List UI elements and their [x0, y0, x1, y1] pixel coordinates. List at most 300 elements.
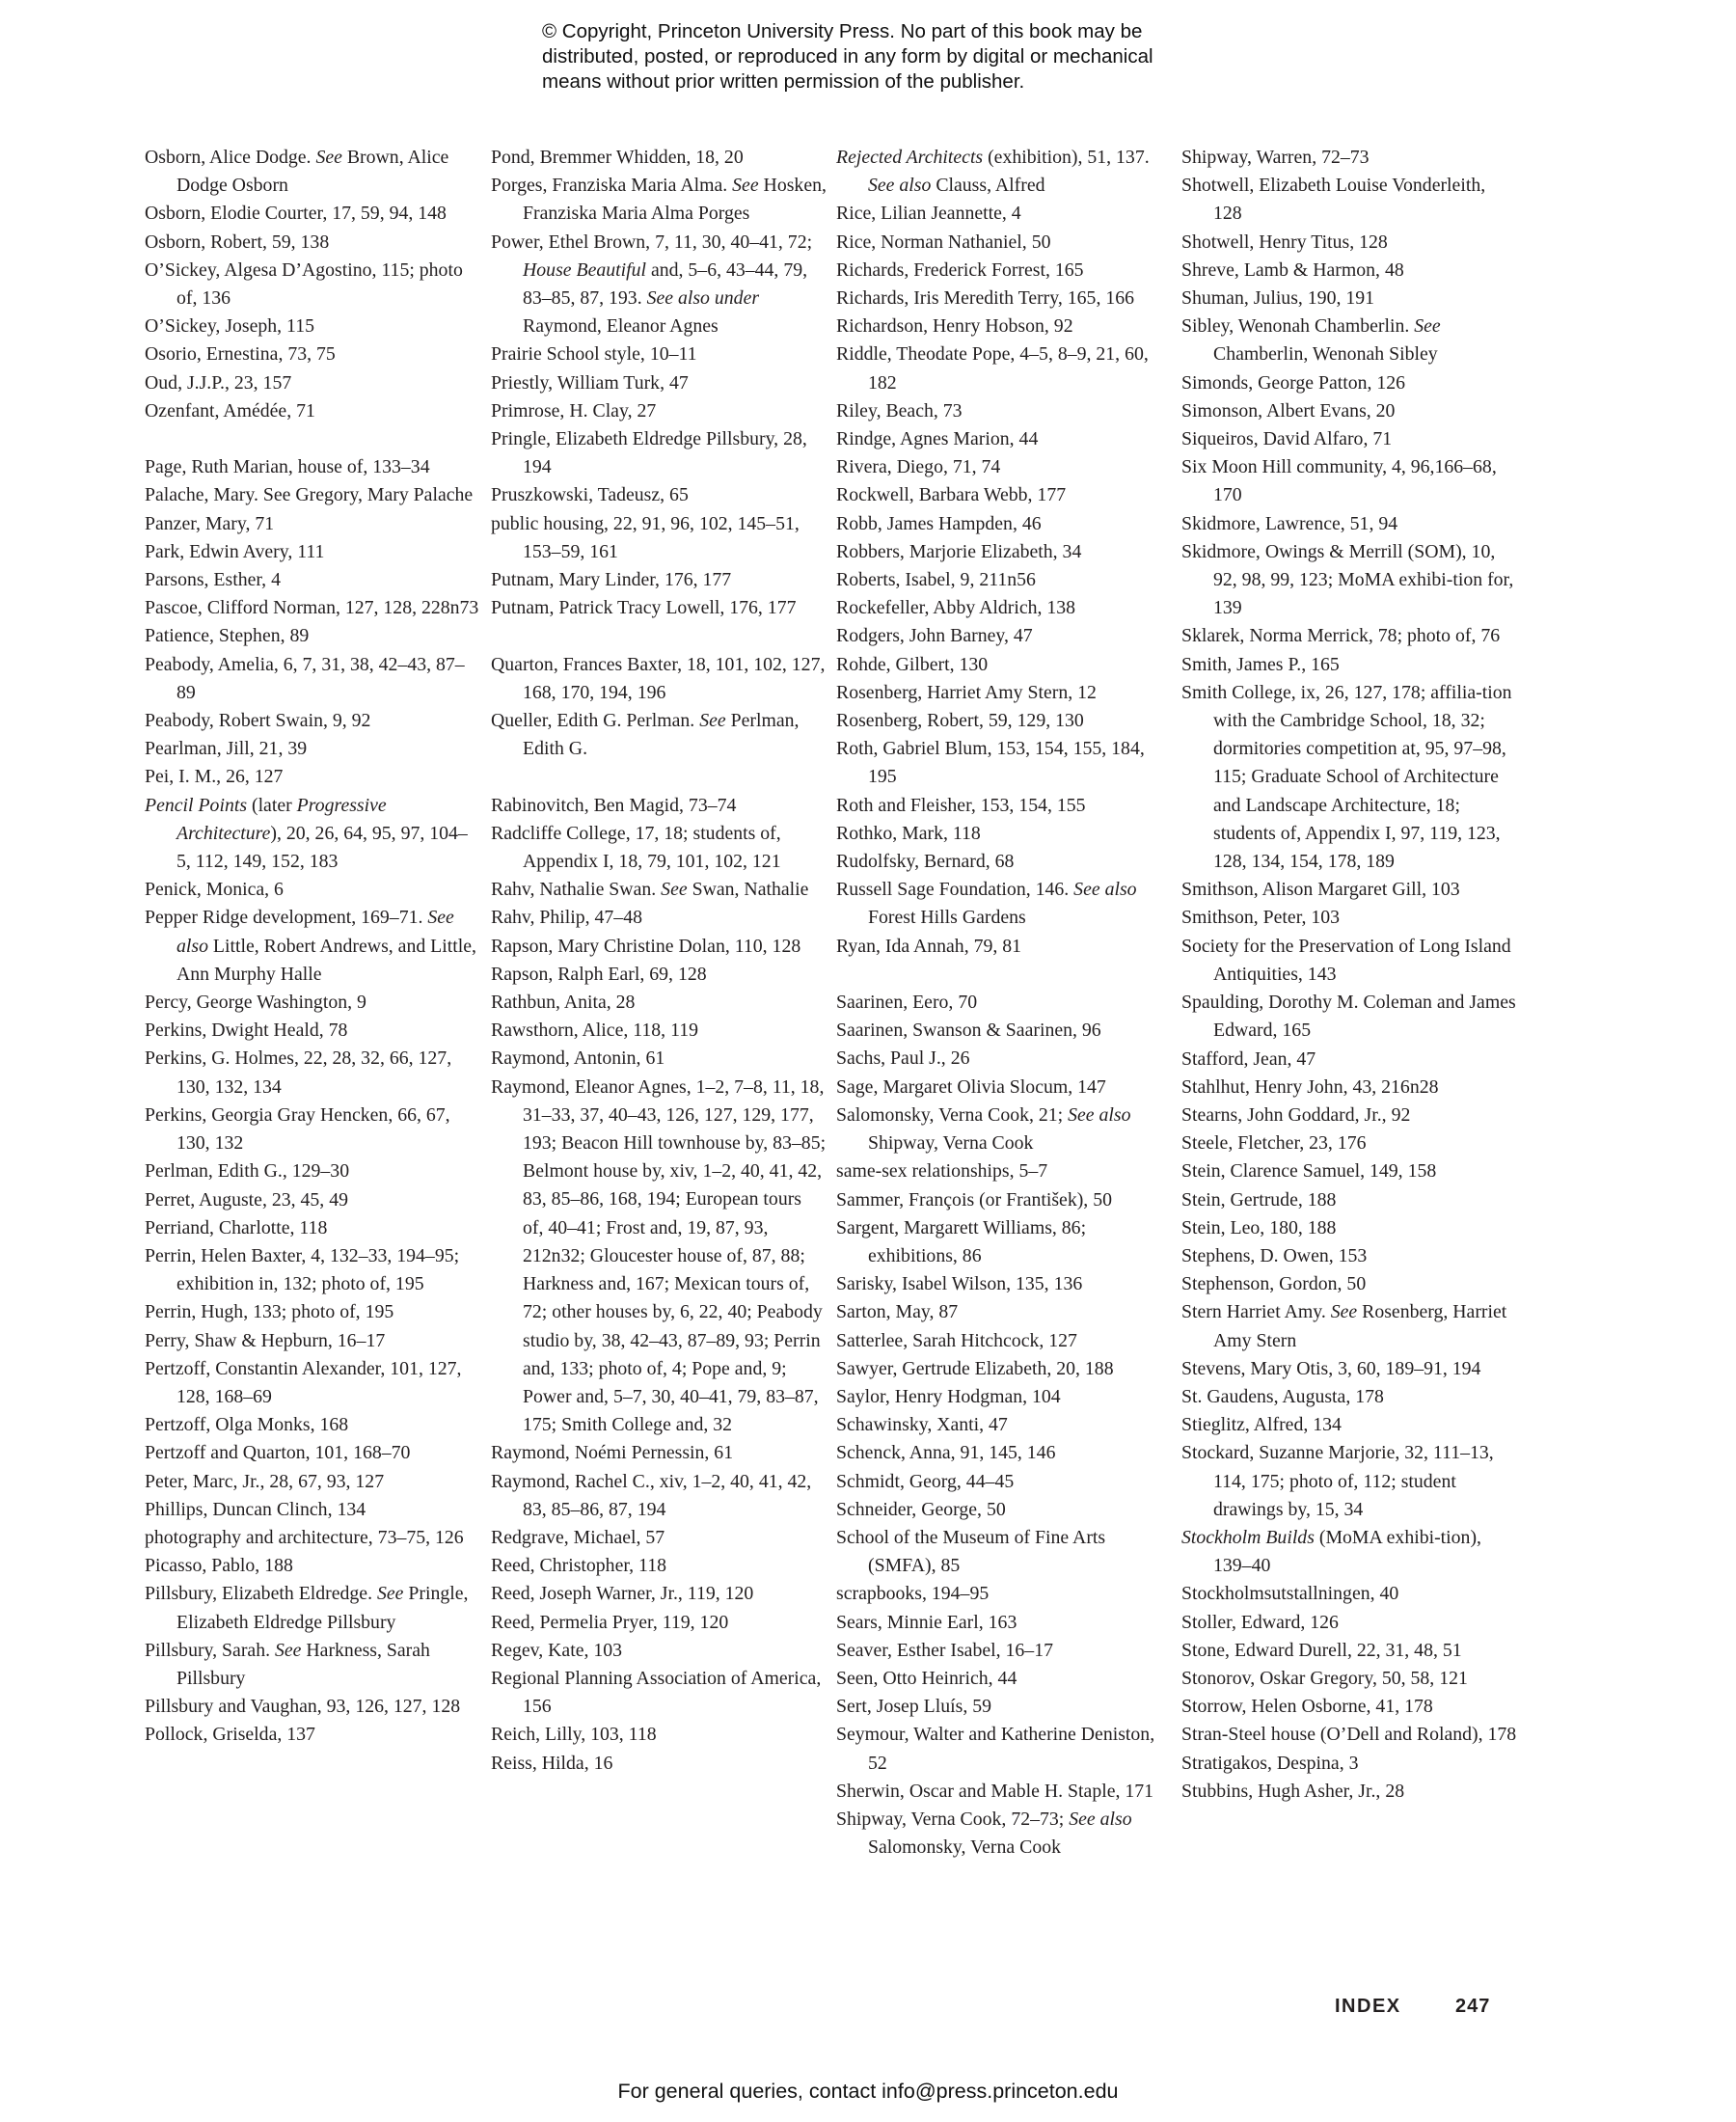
index-entry [836, 1102, 1172, 1157]
index-entry [1181, 1609, 1517, 1637]
index-entry [1181, 904, 1517, 932]
index-entry-text: Rathbun, Anita, 28 [491, 992, 636, 1014]
index-entry-text: Sage, Margaret Olivia Slocum, 147 [836, 1075, 1106, 1098]
index-entry [1181, 397, 1517, 425]
index-entry [836, 538, 1172, 566]
index-entry [1181, 1693, 1517, 1721]
index-entry-text: Roberts, Isabel, 9, 211n56 [836, 569, 1036, 591]
index-entry-text: Stockard, Suzanne Marjorie, 32, 111–13, 114, 175; photo of, 112; student drawings by, 15, 34 [1181, 1442, 1494, 1520]
index-entry [1181, 510, 1517, 538]
index-entry [836, 1157, 1172, 1185]
index-entry-text: Smithson, Peter, 103 [1181, 907, 1341, 929]
index-entry-text: Shipway, Verna Cook, 72–73; [836, 1808, 1070, 1830]
index-entry [491, 820, 827, 876]
index-entry-text: Osorio, Ernestina, 73, 75 [145, 343, 336, 366]
index-entry [1181, 1355, 1517, 1383]
index-entry-text: Perlman, Edith G., 129–30 [145, 1160, 350, 1183]
index-entry-text: Stockholmsutstallningen, 40 [1181, 1583, 1399, 1605]
index-entry-text: Rohde, Gilbert, 130 [836, 653, 989, 675]
index-entry [491, 904, 827, 932]
index-entry-text: Salomonsky, Verna Cook, 21; [836, 1103, 1069, 1126]
index-entry-text: Smith College, ix, 26, 127, 178; affilia-tion with the Cambridge School, 18, 32; dormitories competition at, 95, 97–98, 115; Graduate School of Architecture and Landscape Architecture, 18; students of, Appendix I, 97, 119, 123, 128, 134, 154, 178, 189 [1181, 681, 1512, 873]
index-entry [491, 425, 827, 481]
index-entry-text: Perret, Auguste, 23, 45, 49 [145, 1188, 348, 1211]
index-entry [836, 1665, 1172, 1693]
index-entry-text: Saylor, Henry Hodgman, 104 [836, 1385, 1061, 1407]
index-entry [1181, 679, 1517, 876]
index-entry [491, 229, 827, 341]
index-entry [836, 1186, 1172, 1214]
copyright-line: means without prior written permission of the publisher. [542, 70, 1025, 93]
index-entry [491, 1721, 827, 1749]
index-entry [491, 989, 827, 1017]
index-entry-text: Rawsthorn, Alice, 118, 119 [491, 1020, 699, 1042]
index-entry-text: Rockwell, Barbara Webb, 177 [836, 484, 1067, 506]
index-entry [836, 229, 1172, 257]
index-entry [145, 1411, 480, 1439]
index-entry-text: Osborn, Robert, 59, 138 [145, 231, 330, 253]
index-entry-text: Stone, Edward Durell, 22, 31, 48, 51 [1181, 1639, 1462, 1661]
index-entry-text: Regional Planning Association of America, 156 [491, 1667, 822, 1718]
index-entry-text: Harkness, Sarah Pillsbury [176, 1639, 430, 1689]
index-entry-text: Richards, Frederick Forrest, 165 [836, 258, 1084, 281]
index-entry-text: Seaver, Esther Isabel, 16–17 [836, 1639, 1053, 1661]
index-entry-text: Priestly, William Turk, 47 [491, 371, 689, 394]
index-entry-text: public housing, 22, 91, 96, 102, 145–51, 153–59, 161 [491, 512, 800, 562]
index-entry [1181, 1383, 1517, 1411]
index-entry [836, 510, 1172, 538]
index-entry-text: Schmidt, Georg, 44–45 [836, 1470, 1015, 1492]
index-entry-text: Prairie School style, 10–11 [491, 343, 697, 366]
index-entry [836, 876, 1172, 932]
index-entry-text: Stonorov, Oskar Gregory, 50, 58, 121 [1181, 1667, 1468, 1689]
index-entry [145, 1017, 480, 1045]
index-entry-text: Parsons, Esther, 4 [145, 569, 281, 591]
index-entry [491, 933, 827, 961]
index-entry-text: Satterlee, Sarah Hitchcock, 127 [836, 1329, 1077, 1351]
index-entry-text: Rapson, Ralph Earl, 69, 128 [491, 963, 707, 985]
index-entry [1181, 651, 1517, 679]
index-entry-italic-text: See also [1068, 1103, 1131, 1126]
index-entry [836, 1524, 1172, 1580]
index-entry-text: Shotwell, Elizabeth Louise Vonderleith, 128 [1181, 175, 1486, 225]
index-entry [491, 876, 827, 904]
index-entry [145, 229, 480, 257]
index-entry [145, 1045, 480, 1101]
index-entry [145, 594, 480, 622]
index-entry-text: Robb, James Hampden, 46 [836, 512, 1042, 534]
index-entry-text: Robbers, Marjorie Elizabeth, 34 [836, 540, 1082, 562]
index-entry [836, 1327, 1172, 1355]
index-entry-text: Chamberlin, Wenonah Sibley [1213, 343, 1438, 366]
index-entry [836, 285, 1172, 313]
index-entry-text: Perlman, Edith G. [523, 710, 800, 760]
index-entry-text: Rudolfsky, Bernard, 68 [836, 851, 1015, 873]
index-entry-italic-text: Pencil Points [145, 794, 248, 816]
index-entry-text: Sears, Minnie Earl, 163 [836, 1611, 1017, 1633]
index-entry [836, 1468, 1172, 1496]
index-entry [836, 933, 1172, 961]
index-entry-italic-text: See also [868, 175, 932, 197]
index-entry-italic-text: See [661, 879, 688, 901]
index-entry [1181, 1524, 1517, 1580]
index-entry-text: Stafford, Jean, 47 [1181, 1047, 1316, 1070]
index-entry-text: Rahv, Nathalie Swan. [491, 879, 662, 901]
index-entry [491, 1468, 827, 1524]
index-entry [145, 200, 480, 228]
index-entry-text: Riddle, Theodate Pope, 4–5, 8–9, 21, 60, 182 [836, 343, 1149, 394]
index-entry-text: Percy, George Washington, 9 [145, 992, 366, 1014]
index-entry-text: Reed, Permelia Pryer, 119, 120 [491, 1611, 729, 1633]
index-entry [491, 1580, 827, 1608]
index-entry [836, 1806, 1172, 1862]
index-entry-text: Stoller, Edward, 126 [1181, 1611, 1339, 1633]
index-entry [1181, 1270, 1517, 1298]
copyright-line: © Copyright, Princeton University Press. No part of this book may be [542, 20, 1143, 42]
index-entry [145, 369, 480, 397]
index-entry [1181, 1186, 1517, 1214]
index-entry-text: Siqueiros, David Alfaro, 71 [1181, 428, 1393, 450]
index-entry-text: Richards, Iris Meredith Terry, 165, 166 [836, 287, 1135, 310]
index-entry [145, 1693, 480, 1721]
index-entry-text: Stran-Steel house (O’Dell and Roland), 178 [1181, 1724, 1517, 1746]
index-entry-text: Pringle, Elizabeth Eldredge Pillsbury, 28, 194 [491, 428, 807, 478]
index-entry [491, 792, 827, 820]
index-entry [491, 172, 827, 228]
index-entry-text: Rockefeller, Abby Aldrich, 138 [836, 597, 1076, 619]
index-entry-text: Pringle, Elizabeth Eldredge Pillsbury [176, 1583, 469, 1633]
index-entry-text: Rice, Norman Nathaniel, 50 [836, 231, 1051, 253]
index-entry [1181, 538, 1517, 623]
index-entry [145, 904, 480, 989]
index-entry [836, 1355, 1172, 1383]
index-entry [1181, 285, 1517, 313]
index-entry-text: Stearns, John Goddard, Jr., 92 [1181, 1103, 1411, 1126]
index-entry-text: Shipway, Warren, 72–73 [1181, 147, 1370, 168]
index-entry [491, 1524, 827, 1552]
index-entry [491, 961, 827, 989]
index-entry [836, 1609, 1172, 1637]
index-entry-text: Stahlhut, Henry John, 43, 216n28 [1181, 1075, 1439, 1098]
index-entry [491, 1045, 827, 1073]
index-entry-text: Reich, Lilly, 103, 118 [491, 1724, 657, 1746]
index-entry-text: O’Sickey, Algesa D’Agostino, 115; photo of, 136 [145, 258, 463, 310]
index-entry [836, 1074, 1172, 1102]
index-entry-text: Sarisky, Isabel Wilson, 135, 136 [836, 1273, 1083, 1295]
index-entry-text: Seen, Otto Heinrich, 44 [836, 1667, 1017, 1689]
index-entry-text: Peabody, Amelia, 6, 7, 31, 38, 42–43, 87–89 [145, 653, 465, 703]
index-entry-text: Putnam, Patrick Tracy Lowell, 176, 177 [491, 597, 797, 619]
index-entry-text: Park, Edwin Avery, 111 [145, 540, 325, 562]
index-entry [1181, 1102, 1517, 1129]
index-entry-text: Richardson, Henry Hobson, 92 [836, 315, 1073, 338]
index-entry-text: (MoMA exhibi-tion), 139–40 [1213, 1526, 1481, 1577]
index-entry-text: Simonson, Albert Evans, 20 [1181, 399, 1396, 422]
index-entry [836, 651, 1172, 679]
index-entry [491, 397, 827, 425]
index-entry [145, 1242, 480, 1298]
index-entry [145, 340, 480, 368]
index-entry [836, 1637, 1172, 1665]
index-entry-text: Storrow, Helen Osborne, 41, 178 [1181, 1696, 1433, 1718]
index-entry-text: Stein, Leo, 180, 188 [1181, 1216, 1337, 1238]
index-entry-text: Rosenberg, Robert, 59, 129, 130 [836, 710, 1084, 732]
index-entry [491, 144, 827, 172]
index-entry-text: ), 20, 26, 64, 95, 97, 104–5, 112, 149, 152, 183 [176, 822, 468, 873]
index-entry [491, 1552, 827, 1580]
index-entry [145, 1102, 480, 1157]
index-entry [836, 200, 1172, 228]
index-entry-text: Riley, Beach, 73 [836, 399, 963, 422]
index-entry [836, 820, 1172, 848]
index-entry-text: Rabinovitch, Ben Magid, 73–74 [491, 794, 737, 816]
index-entry [145, 538, 480, 566]
index-entry-text: Reiss, Hilda, 16 [491, 1752, 613, 1774]
index-entry-text: Raymond, Noémi Pernessin, 61 [491, 1442, 734, 1464]
index-entry-text: Six Moon Hill community, 4, 96,166–68, 170 [1181, 456, 1497, 506]
index-entry-text: Hosken, Franziska Maria Alma Porges [523, 175, 827, 225]
index-entry [491, 707, 827, 763]
index-entry-text: Porges, Franziska Maria Alma. [491, 175, 733, 197]
index-entry-text: Pepper Ridge development, 169–71. [145, 907, 428, 929]
index-entry-italic-text: See [1330, 1301, 1358, 1323]
index-entry [1181, 257, 1517, 285]
index-entry [145, 707, 480, 735]
index-entry-text: Sachs, Paul J., 26 [836, 1047, 970, 1070]
index-entry [836, 1693, 1172, 1721]
index-entry [836, 1298, 1172, 1326]
index-entry [491, 1439, 827, 1467]
index-column-1 [145, 144, 480, 1750]
index-entry [491, 510, 827, 566]
index-entry-text: Peter, Marc, Jr., 28, 67, 93, 127 [145, 1470, 385, 1492]
index-entry-text: Quarton, Frances Baxter, 18, 101, 102, 127, 168, 170, 194, 196 [491, 653, 826, 703]
index-entry-text: Sawyer, Gertrude Elizabeth, 20, 188 [836, 1357, 1114, 1379]
index-entry [145, 257, 480, 313]
index-entry-text: Reed, Joseph Warner, Jr., 119, 120 [491, 1583, 754, 1605]
index-entry [836, 1411, 1172, 1439]
index-entry [145, 1439, 480, 1467]
index-entry-text: Stubbins, Hugh Asher, Jr., 28 [1181, 1780, 1405, 1802]
index-entry-text: Stein, Clarence Samuel, 149, 158 [1181, 1160, 1437, 1183]
index-entry [1181, 425, 1517, 453]
index-entry-text: Salomonsky, Verna Cook [868, 1836, 1062, 1859]
index-entry [145, 989, 480, 1017]
index-entry-text: Shuman, Julius, 190, 191 [1181, 287, 1375, 310]
index-entry [1181, 1665, 1517, 1693]
index-entry [145, 876, 480, 904]
index-entry-italic-text: See [1414, 315, 1441, 338]
index-entry-text: Shreve, Lamb & Harmon, 48 [1181, 258, 1404, 281]
index-entry-text: Perkins, G. Holmes, 22, 28, 32, 66, 127, 130, 132, 134 [145, 1047, 452, 1098]
index-entry-italic-text: House Beautiful [523, 258, 647, 281]
index-entry-text: Swan, Nathalie [687, 879, 809, 901]
index-entry-text: St. Gaudens, Augusta, 178 [1181, 1385, 1384, 1407]
index-entry [145, 1468, 480, 1496]
index-entry [491, 1609, 827, 1637]
index-entry-text: Putnam, Mary Linder, 176, 177 [491, 569, 732, 591]
index-entry [836, 481, 1172, 509]
index-entry-text: Stein, Gertrude, 188 [1181, 1188, 1337, 1211]
index-entry [145, 763, 480, 791]
index-entry-text: Picasso, Pablo, 188 [145, 1555, 293, 1577]
index-entry-text: School of the Museum of Fine Arts (SMFA), 85 [836, 1526, 1106, 1577]
index-entry-text: Page, Ruth Marian, house of, 133–34 [145, 456, 430, 478]
index-entry-text: Roth, Gabriel Blum, 153, 154, 155, 184, 195 [836, 738, 1145, 788]
index-entry [1181, 1439, 1517, 1524]
index-entry-text: Schneider, George, 50 [836, 1498, 1006, 1520]
index-entry-text: Saarinen, Swanson & Saarinen, 96 [836, 1020, 1101, 1042]
index-entry [145, 313, 480, 340]
index-entry-text: Sammer, François (or František), 50 [836, 1188, 1112, 1211]
index-entry-text: Pruszkowski, Tadeusz, 65 [491, 484, 689, 506]
index-entry-text: Stratigakos, Despina, 3 [1181, 1752, 1359, 1774]
index-entry-text: Saarinen, Eero, 70 [836, 992, 978, 1014]
index-entry [145, 1580, 480, 1636]
index-entry-text: Seymour, Walter and Katherine Deniston, 52 [836, 1724, 1155, 1774]
index-entry-text: Russell Sage Foundation, 146. [836, 879, 1074, 901]
index-entry [145, 1298, 480, 1326]
index-entry [145, 397, 480, 425]
index-entry-text: Pascoe, Clifford Norman, 127, 128, 228n73 [145, 597, 479, 619]
index-entry [836, 1214, 1172, 1270]
index-entry-text: Society for the Preservation of Long Island Antiquities, 143 [1181, 935, 1511, 985]
index-entry [145, 1552, 480, 1580]
index-entry-text: (exhibition), 51, 137. [983, 147, 1150, 168]
index-entry-text: Penick, Monica, 6 [145, 879, 284, 901]
index-entry [836, 1270, 1172, 1298]
index-entry [145, 1524, 480, 1552]
index-entry-text: Perry, Shaw & Hepburn, 16–17 [145, 1329, 386, 1351]
index-entry-italic-text: See also [1069, 1808, 1132, 1830]
index-entry [836, 566, 1172, 594]
index-entry-text: Panzer, Mary, 71 [145, 512, 275, 534]
index-entry-text: Reed, Christopher, 118 [491, 1555, 666, 1577]
letter-gap [491, 763, 827, 791]
index-entry-text: Pond, Bremmer Whidden, 18, 20 [491, 147, 744, 168]
index-entry-text: Rice, Lilian Jeannette, 4 [836, 203, 1021, 225]
index-entry-text: Regev, Kate, 103 [491, 1639, 623, 1661]
index-entry-text: Power, Ethel Brown, 7, 11, 30, 40–41, 72; [491, 231, 813, 253]
index-entry [836, 1439, 1172, 1467]
index-entry-text: and, 5–6, 43–44, 79, 83–85, 87, 193. [523, 258, 808, 310]
index-entry [836, 313, 1172, 340]
index-entry [145, 651, 480, 707]
index-entry-text: scrapbooks, 194–95 [836, 1583, 990, 1605]
index-entry-text: Perkins, Georgia Gray Hencken, 66, 67, 130, 132 [145, 1103, 450, 1155]
index-entry [836, 622, 1172, 650]
index-entry-text: Stevens, Mary Otis, 3, 60, 189–91, 194 [1181, 1357, 1481, 1379]
index-entry-text: Radcliffe College, 17, 18; students of, Appendix I, 18, 79, 101, 102, 121 [491, 822, 781, 873]
index-entry [836, 989, 1172, 1017]
index-entry-text: Shotwell, Henry Titus, 128 [1181, 231, 1388, 253]
index-entry [836, 679, 1172, 707]
index-entry [836, 1580, 1172, 1608]
index-entry [1181, 453, 1517, 509]
index-entry [1181, 1157, 1517, 1185]
index-entry [1181, 1074, 1517, 1102]
index-entry [1181, 369, 1517, 397]
index-entry-text: Raymond, Antonin, 61 [491, 1047, 665, 1070]
index-entry [145, 1214, 480, 1242]
index-entry-text: Stern Harriet Amy. [1181, 1301, 1331, 1323]
index-entry-text: Rahv, Philip, 47–48 [491, 907, 642, 929]
index-entry-text: Rosenberg, Harriet Amy Stern [1213, 1301, 1507, 1351]
index-entry [1181, 1046, 1517, 1074]
index-entry-text: Rindge, Agnes Marion, 44 [836, 428, 1039, 450]
index-entry-italic-text: See [376, 1583, 404, 1605]
index-entry [836, 257, 1172, 285]
index-entry [1181, 622, 1517, 650]
index-entry-text: Perrin, Helen Baxter, 4, 132–33, 194–95; exhibition in, 132; photo of, 195 [145, 1244, 460, 1295]
index-entry [1181, 229, 1517, 257]
index-entry [1181, 1298, 1517, 1354]
index-entry [145, 735, 480, 763]
index-entry [491, 566, 827, 594]
index-entry-text: Raymond, Rachel C., xiv, 1–2, 40, 41, 42, 83, 85–86, 87, 194 [491, 1470, 812, 1520]
index-entry-text: Stephenson, Gordon, 50 [1181, 1273, 1367, 1295]
index-entry-text: Sherwin, Oscar and Mable H. Staple, 171 [836, 1780, 1154, 1802]
index-entry-text: Pearlman, Jill, 21, 39 [145, 738, 308, 760]
index-entry [491, 651, 827, 707]
index-entry-text: Rapson, Mary Christine Dolan, 110, 128 [491, 935, 801, 957]
index-entry-text: Pertzoff, Olga Monks, 168 [145, 1414, 349, 1436]
index-entry-text: Osborn, Elodie Courter, 17, 59, 94, 148 [145, 203, 447, 225]
running-footer-section: INDEX [1335, 1996, 1401, 2017]
index-entry-italic-text: Rejected Architects [836, 147, 984, 168]
index-entry-text: Sklarek, Norma Merrick, 78; photo of, 76 [1181, 625, 1501, 647]
index-entry-text: Simonds, George Patton, 126 [1181, 371, 1406, 394]
index-entry-text: Smithson, Alison Margaret Gill, 103 [1181, 879, 1460, 901]
index-entry-text: Pollock, Griselda, 137 [145, 1724, 315, 1746]
index-entry-text: Ryan, Ida Annah, 79, 81 [836, 935, 1022, 957]
index-entry-text: Schawinsky, Xanti, 47 [836, 1414, 1008, 1436]
index-entry [145, 566, 480, 594]
contact-line: For general queries, contact info@press.princeton.edu [617, 2080, 1119, 2103]
index-entry [1181, 1778, 1517, 1806]
index-entry-italic-text: See also [176, 907, 454, 957]
index-entry [1181, 172, 1517, 228]
index-entry [145, 510, 480, 538]
index-entry-text: Palache, Mary. See Gregory, Mary Palache [145, 484, 474, 506]
index-entry-text: photography and architecture, 73–75, 126 [145, 1526, 464, 1548]
index-column-4 [1181, 144, 1517, 1806]
index-entry-text: Perrin, Hugh, 133; photo of, 195 [145, 1301, 394, 1323]
index-entry-italic-text: Progressive Architecture [176, 794, 387, 844]
index-entry [836, 340, 1172, 396]
index-entry-italic-text: See also [1073, 879, 1137, 901]
index-entry-text: Perkins, Dwight Heald, 78 [145, 1020, 348, 1042]
index-entry-text: Brown, Alice Dodge Osborn [176, 147, 449, 197]
index-entry [836, 1721, 1172, 1777]
index-entry-text: Skidmore, Owings & Merrill (SOM), 10, 92, 98, 99, 123; MoMA exhibi-tion for, 139 [1181, 540, 1514, 619]
index-column-3 [836, 144, 1172, 1862]
index-entry [836, 425, 1172, 453]
index-entry-text: Sibley, Wenonah Chamberlin. [1181, 315, 1415, 338]
index-entry [491, 594, 827, 622]
index-entry-text: Pillsbury and Vaughan, 93, 126, 127, 128 [145, 1696, 461, 1718]
index-entry-italic-text: See [315, 147, 342, 168]
letter-gap [491, 622, 827, 650]
index-entry-text: Rodgers, John Barney, 47 [836, 625, 1033, 647]
index-entry [836, 848, 1172, 876]
index-entry-text: Steele, Fletcher, 23, 176 [1181, 1132, 1367, 1155]
index-entry-text: Phillips, Duncan Clinch, 134 [145, 1498, 366, 1520]
copyright-notice [542, 19, 1217, 95]
index-entry [1181, 933, 1517, 989]
copyright-line: distributed, posted, or reproduced in any form by digital or mechanical [542, 45, 1153, 68]
index-entry [836, 1383, 1172, 1411]
